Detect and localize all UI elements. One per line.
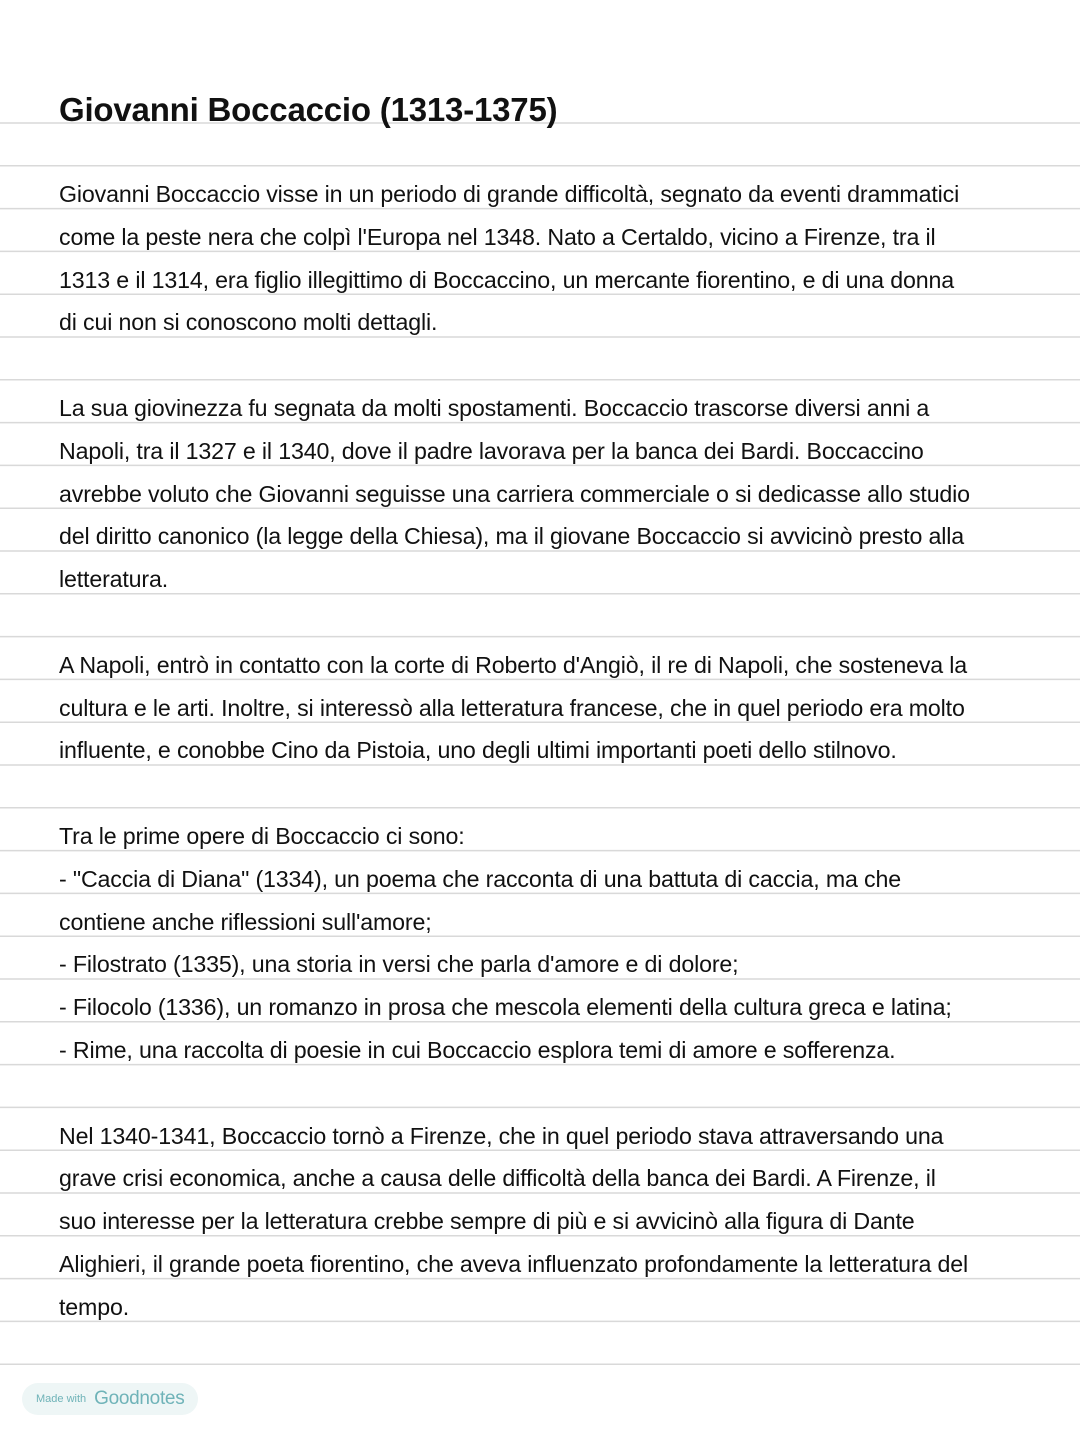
made-with-label: Made with <box>36 1393 87 1405</box>
text-line: Giovanni Boccaccio visse in un periodo di grande difficoltà, segnato da eventi drammatici <box>59 181 960 207</box>
note-body <box>59 173 1039 1329</box>
text-line: La sua giovinezza fu segnata da molti spostamenti. Boccaccio trascorse diversi anni a <box>59 394 930 421</box>
text-line: letteratura. <box>59 566 169 593</box>
paragraph-gap <box>59 344 1039 387</box>
text-line: avrebbe voluto che Giovanni seguisse una carriera commerciale o si dedicasse allo studio <box>59 480 970 507</box>
text-line: come la peste nera che colpì l'Europa nel 1348. Nato a Certaldo, vicino a Firenze, tra il <box>59 223 936 250</box>
text-line: tempo. <box>59 1293 129 1320</box>
text-line: - Filostrato (1335), una storia in versi che parla d'amore e di dolore; <box>59 951 739 978</box>
text-line: grave crisi economica, anche a causa delle difficoltà della banca dei Bardi. A Firenze, il <box>59 1165 936 1192</box>
text-line: influente, e conobbe Cino da Pistoia, uno degli ultimi importanti poeti dello stilnovo. <box>59 737 897 764</box>
paragraph-gap <box>59 1072 1039 1115</box>
text-line: - Rime, una raccolta di poesie in cui Boccaccio esplora temi di amore e sofferenza. <box>59 1036 896 1063</box>
note-page <box>59 87 1039 1329</box>
text-line: Alighieri, il grande poeta fiorentino, che aveva influenzato profondamente la letteratura del <box>59 1250 968 1277</box>
paragraph <box>59 1115 1039 1329</box>
text-line: Tra le prime opere di Boccaccio ci sono: <box>59 822 465 849</box>
paragraph-gap <box>59 772 1039 815</box>
text-line: del diritto canonico (la legge della Chiesa), ma il giovane Boccaccio si avvicinò presto alla <box>59 523 965 550</box>
text-line: cultura e le arti. Inoltre, si interessò alla letteratura francese, che in quel periodo era molto <box>59 694 965 721</box>
text-line: Nel 1340-1341, Boccaccio tornò a Firenze, che in quel periodo stava attraversando una <box>59 1122 944 1149</box>
page-title: Giovanni Boccaccio (1313-1375) <box>59 91 558 128</box>
made-with-goodnotes-badge[interactable] <box>22 1383 198 1415</box>
paragraph <box>59 387 1039 601</box>
text-line: - Filocolo (1336), un romanzo in prosa che mescola elementi della cultura greca e latina; <box>59 994 952 1021</box>
text-line: suo interesse per la letteratura crebbe sempre di più e si avvicinò alla figura di Dante <box>59 1208 915 1235</box>
goodnotes-logo: Goodnotes <box>94 1388 185 1409</box>
text-line: contiene anche riflessioni sull'amore; <box>59 908 432 935</box>
text-line: A Napoli, entrò in contatto con la corte di Roberto d'Angiò, il re di Napoli, che sosteneva la <box>59 651 968 678</box>
paragraph <box>59 173 1039 344</box>
text-line: Napoli, tra il 1327 e il 1340, dove il padre lavorava per la banca dei Bardi. Boccaccino <box>59 437 924 464</box>
text-line: 1313 e il 1314, era figlio illegittimo di Boccaccino, un mercante fiorentino, e di una donna <box>59 266 954 293</box>
paragraph <box>59 815 1039 1072</box>
text-line: - "Caccia di Diana" (1334), un poema che racconta di una battuta di caccia, ma che <box>59 865 901 892</box>
text-line: di cui non si conoscono molti dettagli. <box>59 309 438 336</box>
paragraph-gap <box>59 601 1039 644</box>
paragraph <box>59 644 1039 772</box>
